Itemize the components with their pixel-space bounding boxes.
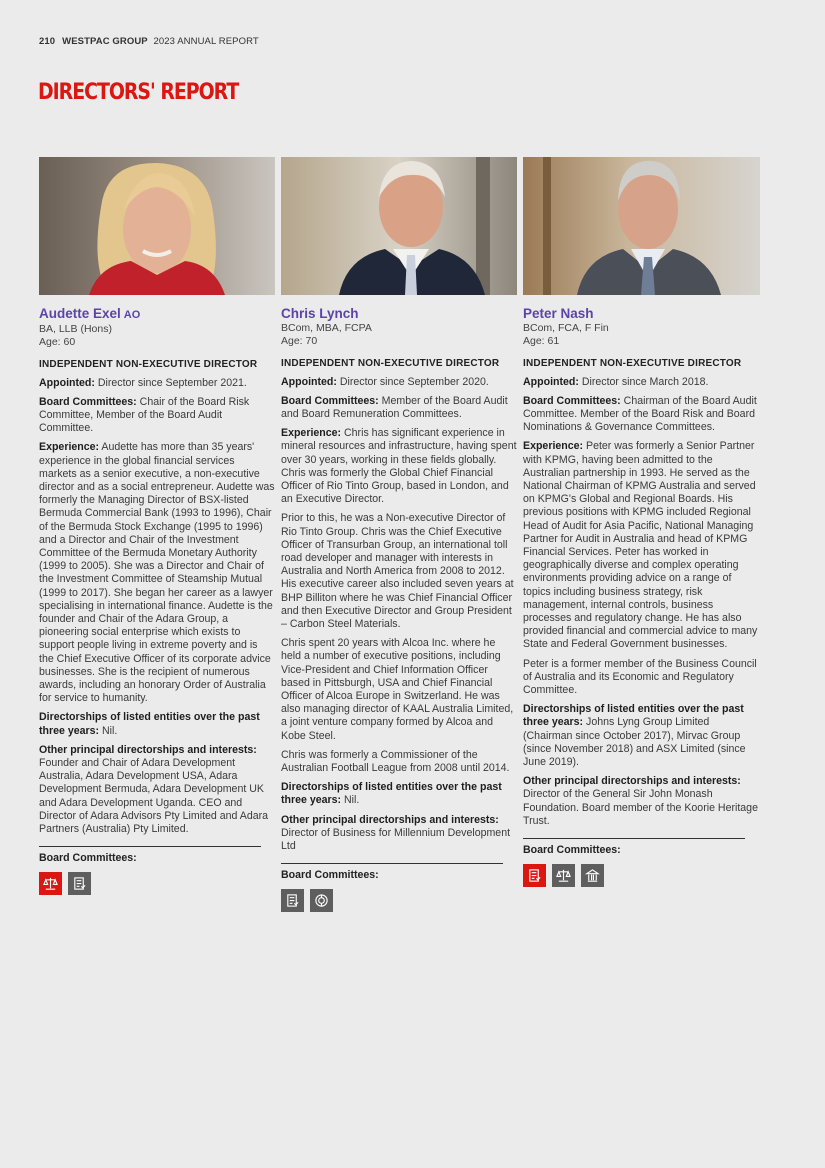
director-name: Audette Exel [39,306,121,321]
experience-text: Experience: Chris has significant experience in mineral resources and infrastructure, having spent over 30 years, working in these fields globally. Chris was formerly the Global Chief Financial Officer of Rio Tinto Group, based in London, and an Executive Director. [281,427,517,506]
institution-icon [581,864,604,887]
director-role: INDEPENDENT NON-EXECUTIVE DIRECTOR [281,358,500,369]
listed-directorships-text: Directorships of listed entities over the past three years: Johns Lyng Group Limited (Chairman since October 2017), Mirvac Group (since November 2018) and ASX Limited (since June 2019). [523,703,746,768]
listed-directorships-text: Directorships of listed entities over the past three years: Nil. [39,711,260,737]
committees-text: Board Committees: Member of the Board Audit and Board Remuneration Committees. [281,394,508,420]
committees-text: Board Committees: Chairman of the Board Audit Committee. Member of the Board Risk and Board Nominations & Governance Committees. [523,394,757,434]
director-role: INDEPENDENT NON-EXECUTIVE DIRECTOR [39,359,258,370]
committee-icons [523,864,759,887]
document-check-icon [523,864,546,887]
header-report: 2023 ANNUAL REPORT [153,36,259,47]
director-qualifications: BA, LLB (Hons) [39,323,112,335]
header-group: WESTPAC GROUP [62,36,148,47]
listed-directorships-text: Directorships of listed entities over the past three years: Nil. [281,781,502,807]
board-committees-label: Board Committees: [39,852,137,865]
committee-icons [39,872,275,895]
director-age: Age: 70 [281,335,318,347]
board-committees-label: Board Committees: [281,869,379,882]
page-number: 210 [39,36,56,47]
coins-icon [310,889,333,912]
other-directorships-text: Other principal directorships and interests: Director of Business for Millennium Development Ltd [281,813,511,852]
divider [39,846,261,847]
board-committees-label: Board Committees: [523,844,621,856]
running-header [39,36,259,47]
appointed-text: Appointed: Director since September 2020. [281,375,489,388]
experience-text: Chris was formerly a Commissioner of the Australian Football League from 2008 until 2014. [281,748,510,774]
page-title: DIRECTORS' REPORT [38,80,239,105]
appointed-text: Appointed: Director since September 2021. [39,376,247,389]
experience-text: Peter is a former member of the Business Council of Australia and its Economic and Regulatory Committee. [523,657,757,696]
director-age: Age: 61 [523,335,560,347]
document-check-icon [68,872,91,895]
committees-text: Board Committees: Chair of the Board Risk Committee, Member of the Board Audit Committee. [39,395,250,435]
director-postnominal: AO [123,309,141,321]
director-peter-nash [523,157,759,887]
divider [523,838,745,839]
document-check-icon [281,889,304,912]
director-name: Peter Nash [523,306,594,321]
experience-text: Prior to this, he was a Non-executive Director of Rio Tinto Group. Chris was the Chief Executive Officer of Transurban Group, an international toll road developer and manager with interests in Australia and North America from 2008 to 2012. His executive career also included seven years at BHP Billiton where he was Chief Financial Officer and then Executive Director and Group President – Carbon Steel Materials. [281,512,514,630]
scales-icon [552,864,575,887]
director-qualifications: BCom, MBA, FCPA [281,322,372,334]
director-photo [39,157,275,295]
scales-icon [39,872,62,895]
appointed-text: Appointed: Director since March 2018. [523,375,709,388]
director-age: Age: 60 [39,336,76,348]
director-audette-exel [39,157,275,895]
divider [281,863,503,864]
experience-text: Chris spent 20 years with Alcoa Inc. where he held a number of executive positions, including Vice-President and Chief Information Officer based in Pittsburgh, USA and Chief Financial Officer of Alcoa Europe in Switzerland. He was also managing director of KAAL Australia Limited, a joint venture company formed by Alcoa and Kobe Steel. [281,637,514,742]
experience-text: Experience: Audette has more than 35 years' experience in the global financial services markets as a senior executive, a non-executive director and as a social entrepreneur. Audette was formerly the Managing Director of BSX-listed Bermuda Commercial Bank (1993 to 1996), Chair of the Bermuda Stock Exchange (1995 to 1996) and a Director and Chair of the Investment Committee of the Bermuda Monetary Authority (1999 to 2005). She was a Director and Chair of the Investment Committee of Steamship Mutual (1999 to 2017). She began her career as a lawyer specialising in international finance. Audette is the founder and Chair of the Adara Group, a pioneering social enterprise which exists to support people living in extreme poverty and is the Chief Executive Officer of its corporate advice businesses. She is the recipient of numerous awards, including an honorary Order of Australia for service to humanity. [39,441,275,705]
director-photo [523,157,760,295]
director-photo [281,157,517,295]
other-directorships-text: Other principal directorships and interests: Founder and Chair of Adara Development Australia, Adara Development USA, Adara Development Bermuda, Adara Development UK and Adara Development Uganda. CEO and Director of Adara Advisors Pty Limited and Adara Partners (Australia) Pty Limited. [39,743,269,835]
director-chris-lynch [281,157,517,912]
director-role: INDEPENDENT NON-EXECUTIVE DIRECTOR [523,358,742,369]
committee-icons [281,889,517,912]
director-qualifications: BCom, FCA, F Fin [523,322,609,334]
experience-text: Experience: Peter was formerly a Senior Partner with KPMG, having been admitted to the Australian partnership in 1993. He served as the National Chairman of KPMG Australia and served on KPMG's Global and Regional Boards. His previous positions with KPMG included Regional Head of Audit for Asia Pacific, National Managing Partner for Audit in Australia and head of KPMG Financial Services. Peter has worked in geographically diverse and complex operating environments providing advice on a range of topics including business strategy, risk management, internal controls, business processes and regulatory change. He has also provided financial and commercial advice to many State and Federal Government businesses. [523,440,758,651]
director-name: Chris Lynch [281,306,359,321]
other-directorships-text: Other principal directorships and interests: Director of the General Sir John Monash Foundation. Board member of the Koorie Heritage Trust. [523,775,758,827]
